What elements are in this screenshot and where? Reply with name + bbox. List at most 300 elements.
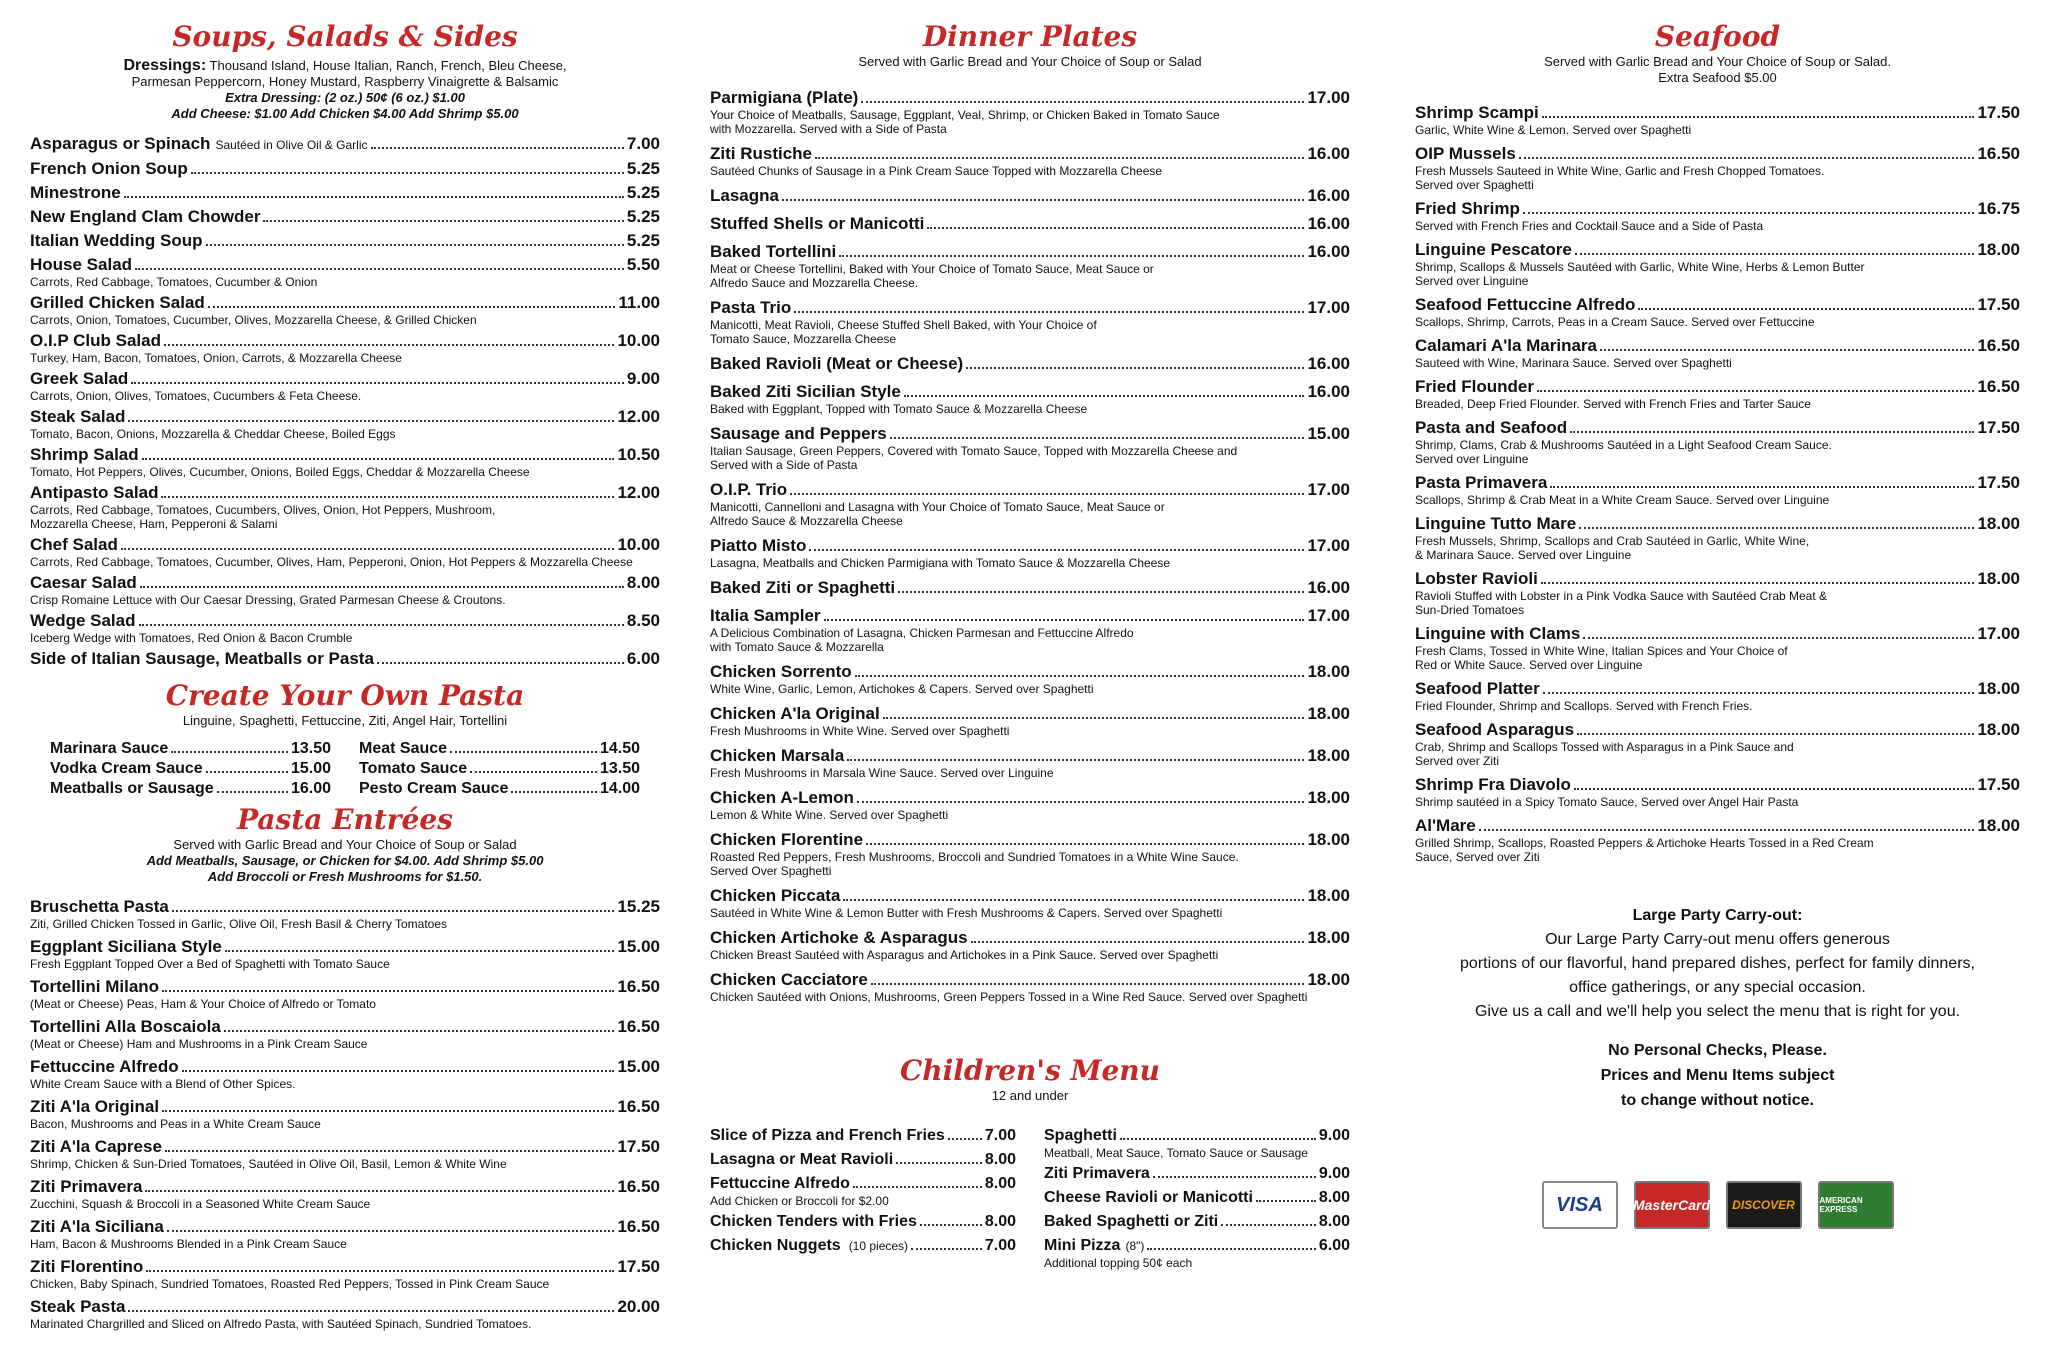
item-desc: Fresh Mussels, Shrimp, Scallops and Crab Sautéed in Garlic, White Wine, — [1415, 534, 1810, 548]
menu-item — [710, 704, 1350, 738]
leader-dots — [131, 382, 624, 384]
menu-item — [30, 207, 660, 227]
menu-item — [50, 739, 331, 759]
item-name: Chicken Piccata — [710, 886, 841, 905]
dinner-subtitle: Served with Garlic Bread and Your Choice of Soup or Salad — [858, 54, 1202, 69]
leader-dots — [966, 367, 1304, 369]
item-desc-2: Served with a Side of Pasta — [710, 458, 858, 472]
item-name: Bruschetta Pasta — [30, 897, 169, 916]
menu-item — [50, 779, 331, 799]
item-price: 15.00 — [1307, 424, 1350, 443]
item-price: 12.00 — [617, 483, 660, 502]
item-name: Seafood Asparagus — [1415, 720, 1575, 739]
party-heading: Large Party Carry-out: — [1632, 907, 1803, 924]
leader-dots — [920, 1224, 982, 1226]
item-desc: Lasagna, Meatballs and Chicken Parmigiana with Tomato Sauce & Mozzarella Cheese — [710, 556, 1171, 570]
item-name: Chicken Cacciatore — [710, 970, 868, 989]
dressings-line2: Parmesan Peppercorn, Honey Mustard, Raspberry Vinaigrette & Balsamic — [131, 74, 559, 89]
item-name: Seafood Fettuccine Alfredo — [1415, 295, 1636, 314]
menu-item — [30, 483, 660, 531]
leader-dots — [971, 941, 1305, 943]
menu-item — [30, 1097, 660, 1131]
item-price: 16.00 — [1307, 242, 1350, 261]
leader-dots — [866, 843, 1304, 845]
item-desc: Lemon & White Wine. Served over Spaghetti — [710, 808, 949, 822]
item-price: 17.50 — [1977, 103, 2020, 122]
menu-item — [710, 1212, 1016, 1232]
item-price: 17.50 — [1977, 295, 2020, 314]
item-price: 8.00 — [1318, 1189, 1350, 1206]
menu-item — [30, 1297, 660, 1331]
item-name: Meatballs or Sausage — [50, 780, 214, 797]
menu-item — [30, 1017, 660, 1051]
item-price: 18.00 — [1307, 704, 1350, 723]
leader-dots — [1575, 253, 1975, 255]
item-price: 12.00 — [617, 407, 660, 426]
leader-dots — [124, 196, 624, 198]
item-desc: White Wine, Garlic, Lemon, Artichokes & Capers. Served over Spaghetti — [710, 682, 1094, 696]
create-pasta-subtitle: Linguine, Spaghetti, Fettuccine, Ziti, Angel Hair, Tortellini — [182, 713, 508, 728]
item-name: Seafood Platter — [1415, 679, 1540, 698]
item-inline-note: Sautéed in Olive Oil & Garlic — [215, 138, 368, 152]
item-desc: Fresh Mushrooms in White Wine. Served over Spaghetti — [710, 724, 1010, 738]
item-price: 8.00 — [626, 573, 660, 592]
item-name: Chicken A'la Original — [710, 704, 880, 723]
item-desc-2: Mozzarella Cheese, Ham, Pepperoni & Salami — [30, 517, 278, 531]
item-name: Minestrone — [30, 183, 121, 202]
item-name: Chicken A-Lemon — [710, 788, 854, 807]
item-name: Steak Salad — [30, 407, 126, 426]
item-desc-2: Alfredo Sauce & Mozzarella Cheese — [710, 514, 903, 528]
menu-item — [30, 407, 660, 441]
leader-dots — [162, 990, 614, 992]
leader-dots — [898, 591, 1304, 593]
item-desc: (Meat or Cheese) Peas, Ham & Your Choice of Alfredo or Tomato — [30, 997, 376, 1011]
leader-dots — [167, 1230, 615, 1232]
item-name: Steak Pasta — [30, 1297, 126, 1316]
item-name: OIP Mussels — [1415, 144, 1516, 163]
item-desc: Ham, Bacon & Mushrooms Blended in a Pink Cream Sauce — [30, 1237, 347, 1251]
item-name: Linguine Pescatore — [1415, 240, 1572, 259]
leader-dots — [1541, 582, 1975, 584]
seafood-sub2: Extra Seafood $5.00 — [1658, 70, 1777, 85]
visa-logo: VISA — [1542, 1181, 1618, 1229]
pasta-entrees-sub2: Add Meatballs, Sausage, or Chicken for $4.00. Add Shrimp $5.00 — [146, 853, 544, 868]
item-name: Chicken Nuggets — [710, 1237, 841, 1254]
menu-item — [30, 231, 660, 251]
item-price: 16.00 — [1307, 144, 1350, 163]
item-price: 7.00 — [984, 1237, 1016, 1254]
item-name: Italia Sampler — [710, 606, 821, 625]
leader-dots — [161, 496, 614, 498]
item-name: Greek Salad — [30, 369, 129, 388]
item-price: 18.00 — [1977, 514, 2020, 533]
menu-item — [1415, 295, 2020, 329]
party-line4: Give us a call and we'll help you select the menu that is right for you. — [1474, 1003, 1961, 1020]
item-name: O.I.P Club Salad — [30, 331, 161, 350]
menu-item — [1044, 1212, 1350, 1232]
item-name: Piatto Misto — [710, 536, 807, 555]
item-desc: Sautéed Chunks of Sausage in a Pink Cream Sauce Topped with Mozzarella Cheese — [710, 164, 1163, 178]
item-desc: Carrots, Onion, Tomatoes, Cucumber, Olives, Mozzarella Cheese, & Grilled Chicken — [30, 313, 477, 327]
item-name: Tomato Sauce — [359, 760, 468, 777]
item-price: 16.50 — [617, 1017, 660, 1036]
item-desc-2: Served over Spaghetti — [1415, 178, 1534, 192]
seafood-list — [1415, 103, 2020, 864]
leader-dots — [790, 493, 1304, 495]
leader-dots — [1579, 527, 1974, 529]
item-price: 17.50 — [1977, 473, 2020, 492]
pasta-entrees-sub3: Add Broccoli or Fresh Mushrooms for $1.50. — [207, 869, 483, 884]
item-desc: Meat or Cheese Tortellini, Baked with Your Choice of Tomato Sauce, Meat Sauce or — [710, 262, 1154, 276]
item-price: 17.00 — [1307, 480, 1350, 499]
item-name: Lobster Ravioli — [1415, 569, 1538, 588]
item-desc: Meatball, Meat Sauce, Tomato Sauce or Sausage — [1044, 1146, 1308, 1160]
item-price: 9.00 — [626, 369, 660, 388]
item-price: 10.00 — [617, 331, 660, 350]
item-price: 18.00 — [1307, 662, 1350, 681]
item-name: Eggplant Siciliana Style — [30, 937, 222, 956]
leader-dots — [904, 395, 1305, 397]
payment-cards — [1415, 1181, 2020, 1229]
children-title: Children's Menu — [899, 1054, 1161, 1087]
item-name: Pasta and Seafood — [1415, 418, 1568, 437]
item-price: 16.50 — [1977, 336, 2020, 355]
item-name: Ziti A'la Original — [30, 1097, 160, 1116]
item-desc-2: Served over Linguine — [1415, 452, 1529, 466]
item-name: Grilled Chicken Salad — [30, 293, 205, 312]
pasta-entrees-sub1: Served with Garlic Bread and Your Choice of Soup or Salad — [173, 837, 517, 852]
item-price: 5.25 — [626, 183, 660, 202]
item-desc: Iceberg Wedge with Tomatoes, Red Onion & Bacon Crumble — [30, 631, 353, 645]
children-list — [710, 1122, 1350, 1270]
leader-dots — [782, 199, 1304, 201]
menu-item — [30, 611, 660, 645]
item-name: Baked Ziti or Spaghetti — [710, 578, 896, 597]
leader-dots — [164, 344, 614, 346]
item-desc: Breaded, Deep Fried Flounder. Served with French Fries and Tarter Sauce — [1415, 397, 1811, 411]
leader-dots — [1600, 349, 1974, 351]
menu-item — [1415, 336, 2020, 370]
leader-dots — [225, 950, 615, 952]
column-middle — [710, 20, 1350, 1270]
leader-dots — [511, 791, 597, 793]
menu-item — [1415, 103, 2020, 137]
menu-item — [1415, 377, 2020, 411]
menu-item — [30, 445, 660, 479]
item-price: 10.50 — [617, 445, 660, 464]
item-inline-note: (8") — [1125, 1239, 1145, 1253]
item-name: Antipasto Salad — [30, 483, 159, 502]
item-name: Pesto Cream Sauce — [359, 780, 509, 797]
leader-dots — [1550, 486, 1974, 488]
soups-list — [30, 134, 660, 669]
item-desc: Turkey, Ham, Bacon, Tomatoes, Onion, Carrots, & Mozzarella Cheese — [30, 351, 402, 365]
item-desc: Shrimp sautéed in a Spicy Tomato Sauce, Served over Angel Hair Pasta — [1415, 795, 1799, 809]
leader-dots — [172, 910, 615, 912]
menu-item — [30, 134, 660, 155]
menu-item — [30, 255, 660, 289]
leader-dots — [824, 619, 1305, 621]
item-price: 8.50 — [626, 611, 660, 630]
discover-logo: DISCOVER — [1726, 1181, 1802, 1229]
item-name: Chicken Tenders with Fries — [710, 1213, 917, 1230]
item-desc: Manicotti, Cannelloni and Lasagna with Your Choice of Tomato Sauce, Meat Sauce or — [710, 500, 1165, 514]
menu-item — [1415, 679, 2020, 713]
extra-dressing: Extra Dressing: (2 oz.) 50¢ (6 oz.) $1.00 — [225, 90, 465, 105]
item-price: 15.00 — [290, 760, 331, 777]
item-desc: Ravioli Stuffed with Lobster in a Pink Vodka Sauce with Sautéed Crab Meat & — [1415, 589, 1828, 603]
item-price: 20.00 — [617, 1297, 660, 1316]
menu-item — [1044, 1126, 1350, 1160]
item-desc: Carrots, Red Cabbage, Tomatoes, Cucumbers, Olives, Onion, Hot Peppers, Mushroom, — [30, 503, 496, 517]
menu-item — [1415, 199, 2020, 233]
item-price: 5.25 — [626, 207, 660, 226]
menu-item — [710, 578, 1350, 598]
leader-dots — [890, 437, 1305, 439]
item-name: Italian Wedding Soup — [30, 231, 203, 250]
item-name: Mini Pizza — [1044, 1237, 1121, 1254]
item-price: 8.00 — [984, 1213, 1016, 1230]
leader-dots — [377, 662, 624, 664]
menu-item — [710, 606, 1350, 654]
item-price: 16.00 — [1307, 186, 1350, 205]
leader-dots — [146, 1270, 614, 1272]
item-price: 18.00 — [1307, 830, 1350, 849]
item-name: Spaghetti — [1044, 1127, 1117, 1144]
item-desc: Chicken Sautéed with Onions, Mushrooms, Green Peppers Tossed in a Wine Red Sauce. Served over Spaghetti — [710, 990, 1308, 1004]
item-price: 5.50 — [626, 255, 660, 274]
item-desc-2: Red or White Sauce. Served over Linguine — [1415, 658, 1643, 672]
item-name: Stuffed Shells or Manicotti — [710, 214, 925, 233]
item-name: Ziti Florentino — [30, 1257, 144, 1276]
item-name: Shrimp Salad — [30, 445, 139, 464]
menu-item — [30, 1257, 660, 1291]
item-price: 8.00 — [984, 1151, 1016, 1168]
item-desc: Tomato, Bacon, Onions, Mozzarella & Cheddar Cheese, Boiled Eggs — [30, 427, 396, 441]
item-desc-2: Sun-Dried Tomatoes — [1415, 603, 1525, 617]
item-name: Tortellini Alla Boscaiola — [30, 1017, 221, 1036]
leader-dots — [165, 1150, 615, 1152]
item-desc-2: Alfredo Sauce and Mozzarella Cheese. — [710, 276, 919, 290]
item-desc: Your Choice of Meatballs, Sausage, Eggplant, Veal, Shrimp, or Chicken Baked in Tomato Sauce — [710, 108, 1220, 122]
item-inline-note: (10 pieces) — [848, 1239, 909, 1253]
menu-item — [30, 331, 660, 365]
item-desc: Tomato, Hot Peppers, Olives, Cucumber, Onions, Boiled Eggs, Cheddar & Mozzarella Cheese — [30, 465, 530, 479]
item-desc-2: with Tomato Sauce & Mozzarella — [710, 640, 884, 654]
item-name: Asparagus or Spinach — [30, 134, 211, 153]
item-price: 14.00 — [599, 780, 640, 797]
item-name: Linguine with Clams — [1415, 624, 1581, 643]
menu-item — [30, 1217, 660, 1251]
item-desc: Scallops, Shrimp & Crab Meat in a White Cream Sauce. Served over Linguine — [1415, 493, 1830, 507]
item-name: Calamari A'la Marinara — [1415, 336, 1597, 355]
leader-dots — [224, 1030, 615, 1032]
item-price: 5.25 — [626, 159, 660, 178]
item-name: Linguine Tutto Mare — [1415, 514, 1577, 533]
item-price: 18.00 — [1977, 720, 2020, 739]
menu-item — [710, 536, 1350, 570]
menu-item — [710, 970, 1350, 1004]
item-price: 17.50 — [617, 1137, 660, 1156]
seafood-sub1: Served with Garlic Bread and Your Choice of Soup or Salad. — [1544, 54, 1891, 69]
menu-item — [1415, 144, 2020, 192]
menu-item — [359, 759, 640, 779]
item-desc: Sauteed with Wine, Marinara Sauce. Served over Spaghetti — [1415, 356, 1732, 370]
create-pasta-list — [30, 739, 660, 799]
leader-dots — [843, 899, 1304, 901]
menu-item — [30, 535, 660, 569]
item-price: 18.00 — [1977, 569, 2020, 588]
leader-dots — [128, 1310, 614, 1312]
item-price: 6.00 — [1318, 1237, 1350, 1254]
menu-item — [710, 186, 1350, 206]
item-price: 15.00 — [617, 937, 660, 956]
item-desc: Baked with Eggplant, Topped with Tomato Sauce & Mozzarella Cheese — [710, 402, 1088, 416]
leader-dots — [861, 101, 1304, 103]
item-price: 18.00 — [1977, 240, 2020, 259]
menu-item — [30, 937, 660, 971]
item-price: 16.75 — [1977, 199, 2020, 218]
menu-item — [710, 88, 1350, 136]
menu-item — [30, 293, 660, 327]
item-desc: Grilled Shrimp, Scallops, Roasted Peppers & Artichoke Hearts Tossed in a Red Cream — [1415, 836, 1874, 850]
item-desc: Fresh Mussels Sauteed in White Wine, Garlic and Fresh Chopped Tomatoes. — [1415, 164, 1825, 178]
leader-dots — [128, 420, 614, 422]
menu-item — [710, 298, 1350, 346]
item-price: 13.50 — [290, 740, 331, 757]
item-price: 11.00 — [618, 293, 660, 312]
item-price: 16.50 — [1977, 144, 2020, 163]
leader-dots — [853, 1186, 982, 1188]
item-desc-2: Tomato Sauce, Mozzarella Cheese — [710, 332, 897, 346]
leader-dots — [145, 1190, 614, 1192]
item-price: 18.00 — [1977, 816, 2020, 835]
item-desc-2: Served over Linguine — [1415, 274, 1529, 288]
item-desc: Carrots, Red Cabbage, Tomatoes, Cucumber, Olives, Ham, Pepperoni, Onion, Hot Peppers & Mozzarella Cheese — [30, 555, 633, 569]
item-price: 17.50 — [617, 1257, 660, 1276]
item-price: 15.25 — [617, 897, 660, 916]
item-price: 17.00 — [1307, 298, 1350, 317]
menu-item — [30, 1177, 660, 1211]
leader-dots — [1523, 212, 1975, 214]
item-desc-2: Served Over Spaghetti — [710, 864, 832, 878]
leader-dots — [450, 751, 597, 753]
menu-item — [1415, 418, 2020, 466]
menu-item — [710, 1236, 1016, 1256]
menu-item — [710, 788, 1350, 822]
item-desc: Marinated Chargrilled and Sliced on Alfredo Pasta, with Sautéed Spinach, Sundried Tomatoes. — [30, 1317, 532, 1331]
item-price: 8.00 — [1318, 1213, 1350, 1230]
item-price: 16.00 — [290, 780, 331, 797]
item-desc-2: & Marinara Sauce. Served over Linguine — [1415, 548, 1632, 562]
menu-item — [710, 424, 1350, 472]
item-name: Baked Ravioli (Meat or Cheese) — [710, 354, 964, 373]
menu-item — [1044, 1236, 1350, 1270]
menu-item — [1415, 816, 2020, 864]
item-desc: Manicotti, Meat Ravioli, Cheese Stuffed Shell Baked, with Your Choice of — [710, 318, 1097, 332]
item-name: O.I.P. Trio — [710, 480, 788, 499]
menu-item — [1415, 473, 2020, 507]
item-name: Ziti A'la Caprese — [30, 1137, 162, 1156]
item-price: 8.00 — [984, 1175, 1016, 1192]
item-price: 18.00 — [1307, 886, 1350, 905]
item-price: 16.00 — [1307, 214, 1350, 233]
item-price: 17.00 — [1307, 536, 1350, 555]
children-subtitle: 12 and under — [991, 1088, 1069, 1103]
column-left — [30, 20, 660, 1331]
leader-dots — [1570, 431, 1974, 433]
item-name: Side of Italian Sausage, Meatballs or Pasta — [30, 649, 374, 668]
item-desc: Fresh Mushrooms in Marsala Wine Sauce. Served over Linguine — [710, 766, 1054, 780]
dressings-block — [30, 58, 660, 122]
menu-item — [710, 746, 1350, 780]
leader-dots — [839, 255, 1304, 257]
item-desc: Ziti, Grilled Chicken Tossed in Garlic, Olive Oil, Fresh Basil & Cherry Tomatoes — [30, 917, 448, 931]
leader-dots — [1537, 390, 1974, 392]
column-right — [1415, 20, 2020, 1229]
leader-dots — [1542, 116, 1975, 118]
menu-item — [30, 159, 660, 179]
item-desc: Garlic, White Wine & Lemon. Served over Spaghetti — [1415, 123, 1692, 137]
item-desc: (Meat or Cheese) Ham and Mushrooms in a Pink Cream Sauce — [30, 1037, 368, 1051]
menu-item — [30, 977, 660, 1011]
leader-dots — [206, 771, 288, 773]
item-name: New England Clam Chowder — [30, 207, 261, 226]
item-name: Ziti Primavera — [1044, 1165, 1150, 1182]
item-name: Wedge Salad — [30, 611, 136, 630]
item-desc: Crisp Romaine Lettuce with Our Caesar Dressing, Grated Parmesan Cheese & Croutons. — [30, 593, 506, 607]
leader-dots — [1479, 829, 1975, 831]
item-desc-2: Served over Ziti — [1415, 754, 1500, 768]
menu-item — [359, 779, 640, 799]
item-name: Fried Flounder — [1415, 377, 1534, 396]
item-price: 18.00 — [1307, 970, 1350, 989]
item-name: Ziti A'la Siciliana — [30, 1217, 164, 1236]
leader-dots — [139, 624, 624, 626]
menu-item — [30, 1137, 660, 1171]
party-line2: portions of our flavorful, hand prepared dishes, perfect for family dinners, — [1460, 955, 1975, 972]
leader-dots — [1577, 733, 1974, 735]
item-price: 16.00 — [1307, 354, 1350, 373]
leader-dots — [142, 458, 615, 460]
leader-dots — [140, 586, 624, 588]
leader-dots — [470, 771, 597, 773]
item-price: 18.00 — [1307, 928, 1350, 947]
menu-item — [710, 144, 1350, 178]
item-desc: Served with French Fries and Cocktail Sauce and a Side of Pasta — [1415, 219, 1764, 233]
item-name: Lasagna — [710, 186, 779, 205]
menu-item — [1415, 720, 2020, 768]
item-price: 16.00 — [1307, 578, 1350, 597]
item-desc: Sautéed in White Wine & Lemon Butter with Fresh Mushrooms & Capers. Served over Spaghetti — [710, 906, 1223, 920]
item-price: 18.00 — [1307, 788, 1350, 807]
menu-item — [710, 1126, 1016, 1146]
leader-dots — [1221, 1224, 1316, 1226]
leader-dots — [162, 1110, 614, 1112]
leader-dots — [1574, 788, 1975, 790]
menu-item — [710, 480, 1350, 528]
item-name: Shrimp Scampi — [1415, 103, 1539, 122]
leader-dots — [171, 751, 288, 753]
leader-dots — [191, 172, 624, 174]
create-pasta-right — [359, 739, 640, 799]
leader-dots — [206, 244, 624, 246]
leader-dots — [857, 801, 1305, 803]
leader-dots — [815, 157, 1304, 159]
menu-item — [50, 759, 331, 779]
item-name: Pasta Primavera — [1415, 473, 1548, 492]
